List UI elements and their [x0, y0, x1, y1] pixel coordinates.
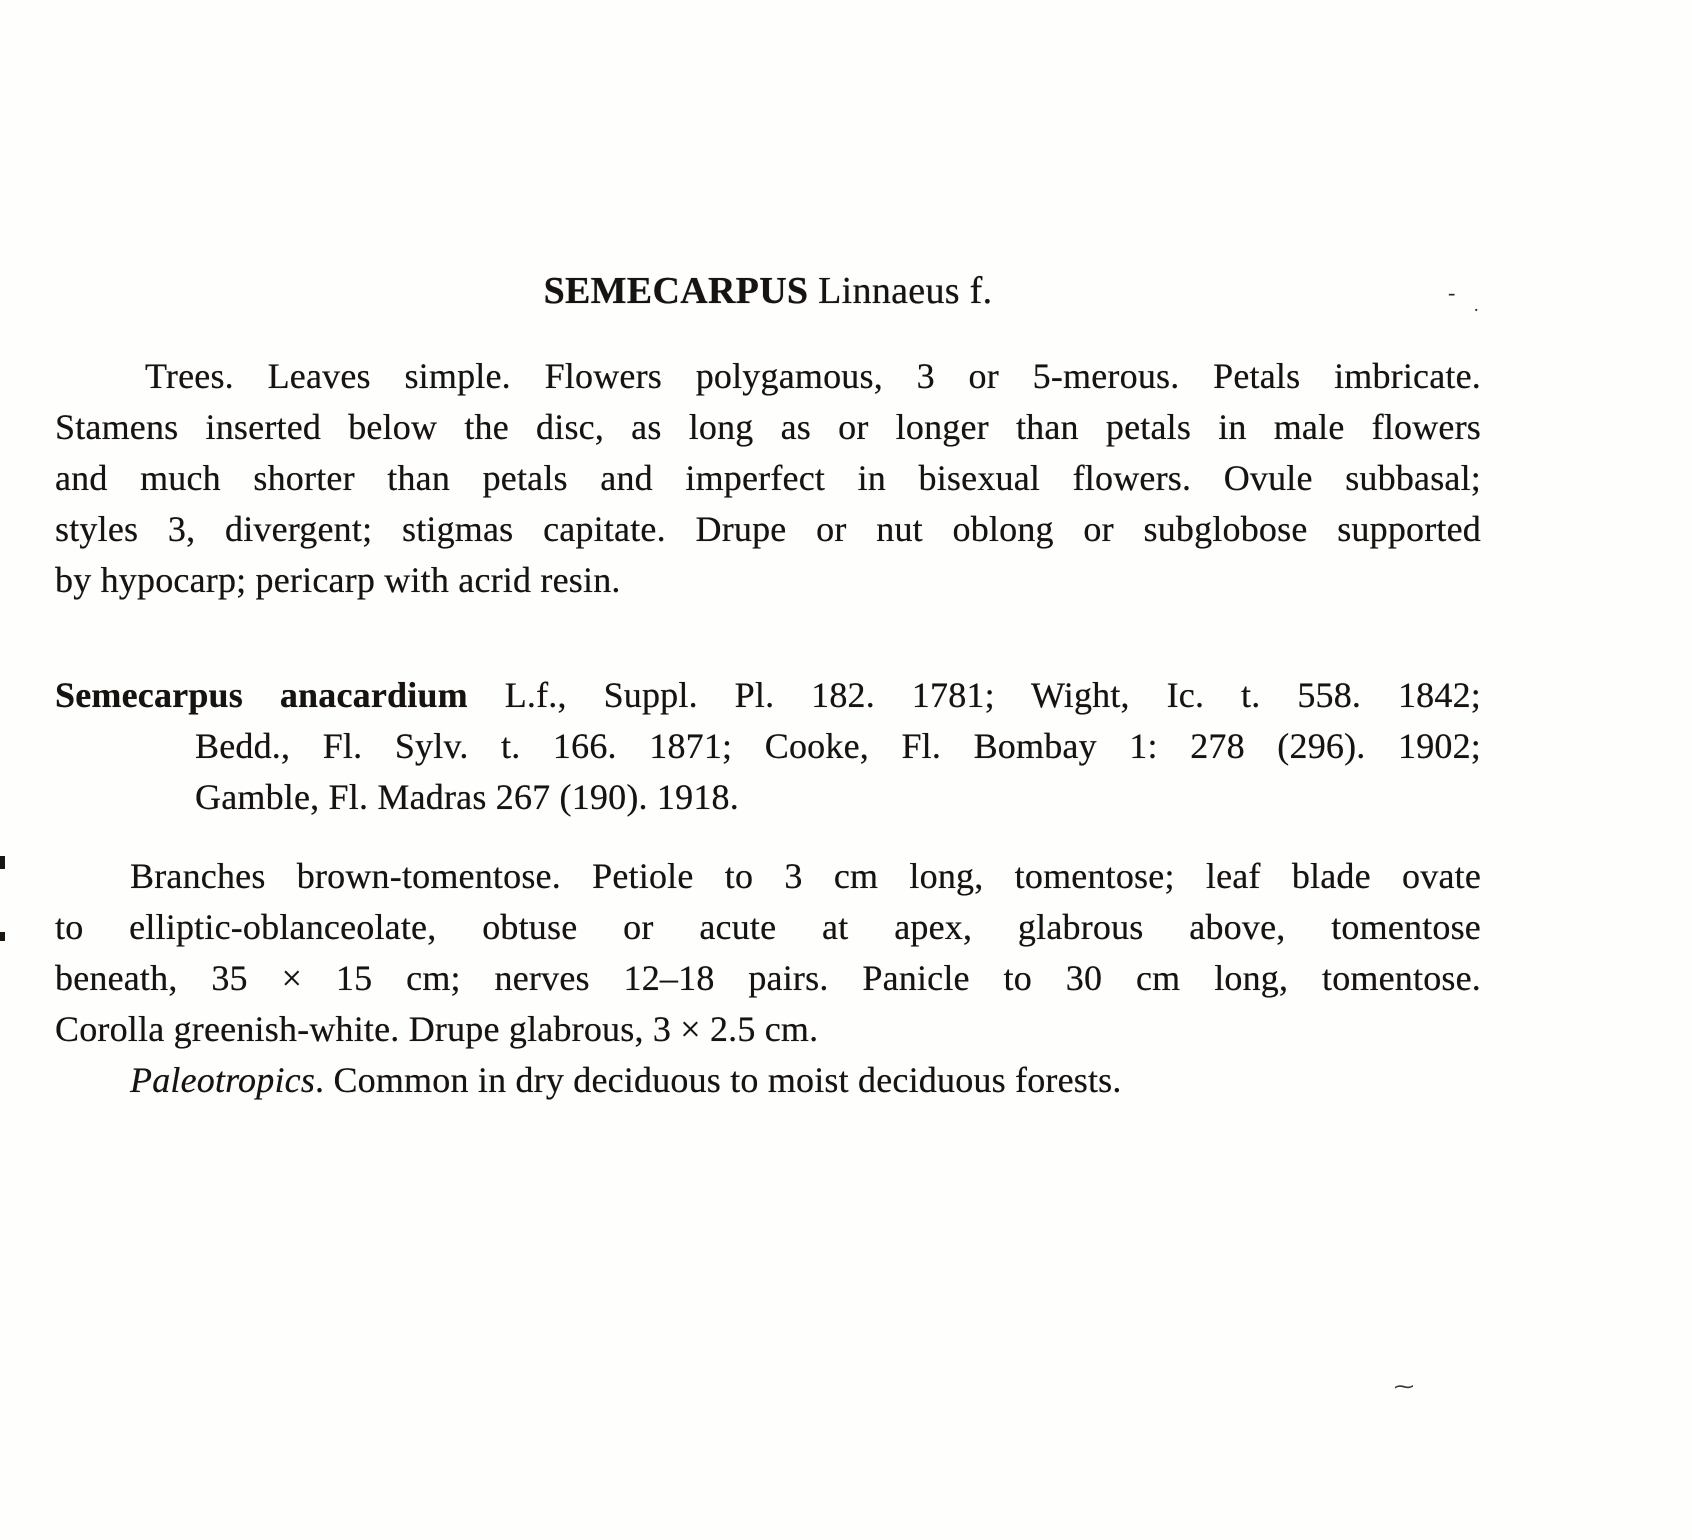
species-citation-start: L.f., Suppl. Pl. 182. 1781; Wight, Ic. t. 558. 1842; [467, 675, 1481, 715]
genus-name: SEMECARPUS [543, 270, 809, 312]
species-description-line: Branches brown-tomentose. Petiole to 3 cm long, tomentose; leaf blade ovate [130, 856, 1481, 896]
text-column [55, 266, 1481, 1106]
genus-description-line: and much shorter than petals and imperfect in bisexual flowers. Ovule subbasal; [55, 458, 1481, 498]
species-citation-line [55, 670, 1481, 721]
habitat-region: Paleotropics [130, 1060, 316, 1100]
genus-description-line: Stamens inserted below the disc, as long as or longer than petals in male flowers [55, 407, 1481, 447]
species-description-line: Corolla greenish-white. Drupe glabrous, 3 × 2.5 cm. [55, 1009, 819, 1049]
species-citation-line: Gamble, Fl. Madras 267 (190). 1918. [195, 777, 739, 817]
scan-edge-mark [0, 856, 5, 869]
scan-artifact-corner-mark: ⁓ [1394, 1376, 1414, 1398]
species-description-line: beneath, 35 × 15 cm; nerves 12–18 pairs. Panicle to 30 cm long, tomentose. [55, 958, 1481, 998]
genus-description-line: styles 3, divergent; stigmas capitate. Drupe or nut oblong or subglobose supported [55, 509, 1481, 549]
scan-artifact-dash: - [1448, 280, 1456, 305]
habitat-text: . Common in dry deciduous to moist deciduous forests. [315, 1060, 1122, 1100]
scan-edge-mark [0, 932, 5, 941]
genus-description-paragraph [55, 351, 1481, 606]
genus-description-line: by hypocarp; pericarp with acrid resin. [55, 560, 621, 600]
species-name: Semecarpus anacardium [55, 675, 468, 715]
species-description-paragraph [55, 851, 1481, 1106]
scan-artifact-dot: . [1474, 295, 1479, 315]
genus-author: Linnaeus f. [808, 270, 993, 312]
species-description-line: to elliptic-oblanceolate, obtuse or acute at apex, glabrous above, tomentose [55, 907, 1481, 947]
genus-heading [55, 266, 1481, 317]
species-citation-paragraph [55, 670, 1481, 823]
habitat-line [55, 1055, 1481, 1106]
species-citation-line: Bedd., Fl. Sylv. t. 166. 1871; Cooke, Fl. Bombay 1: 278 (296). 1902; [195, 726, 1481, 766]
genus-description-line: Trees. Leaves simple. Flowers polygamous, 3 or 5-merous. Petals imbricate. [145, 356, 1481, 396]
